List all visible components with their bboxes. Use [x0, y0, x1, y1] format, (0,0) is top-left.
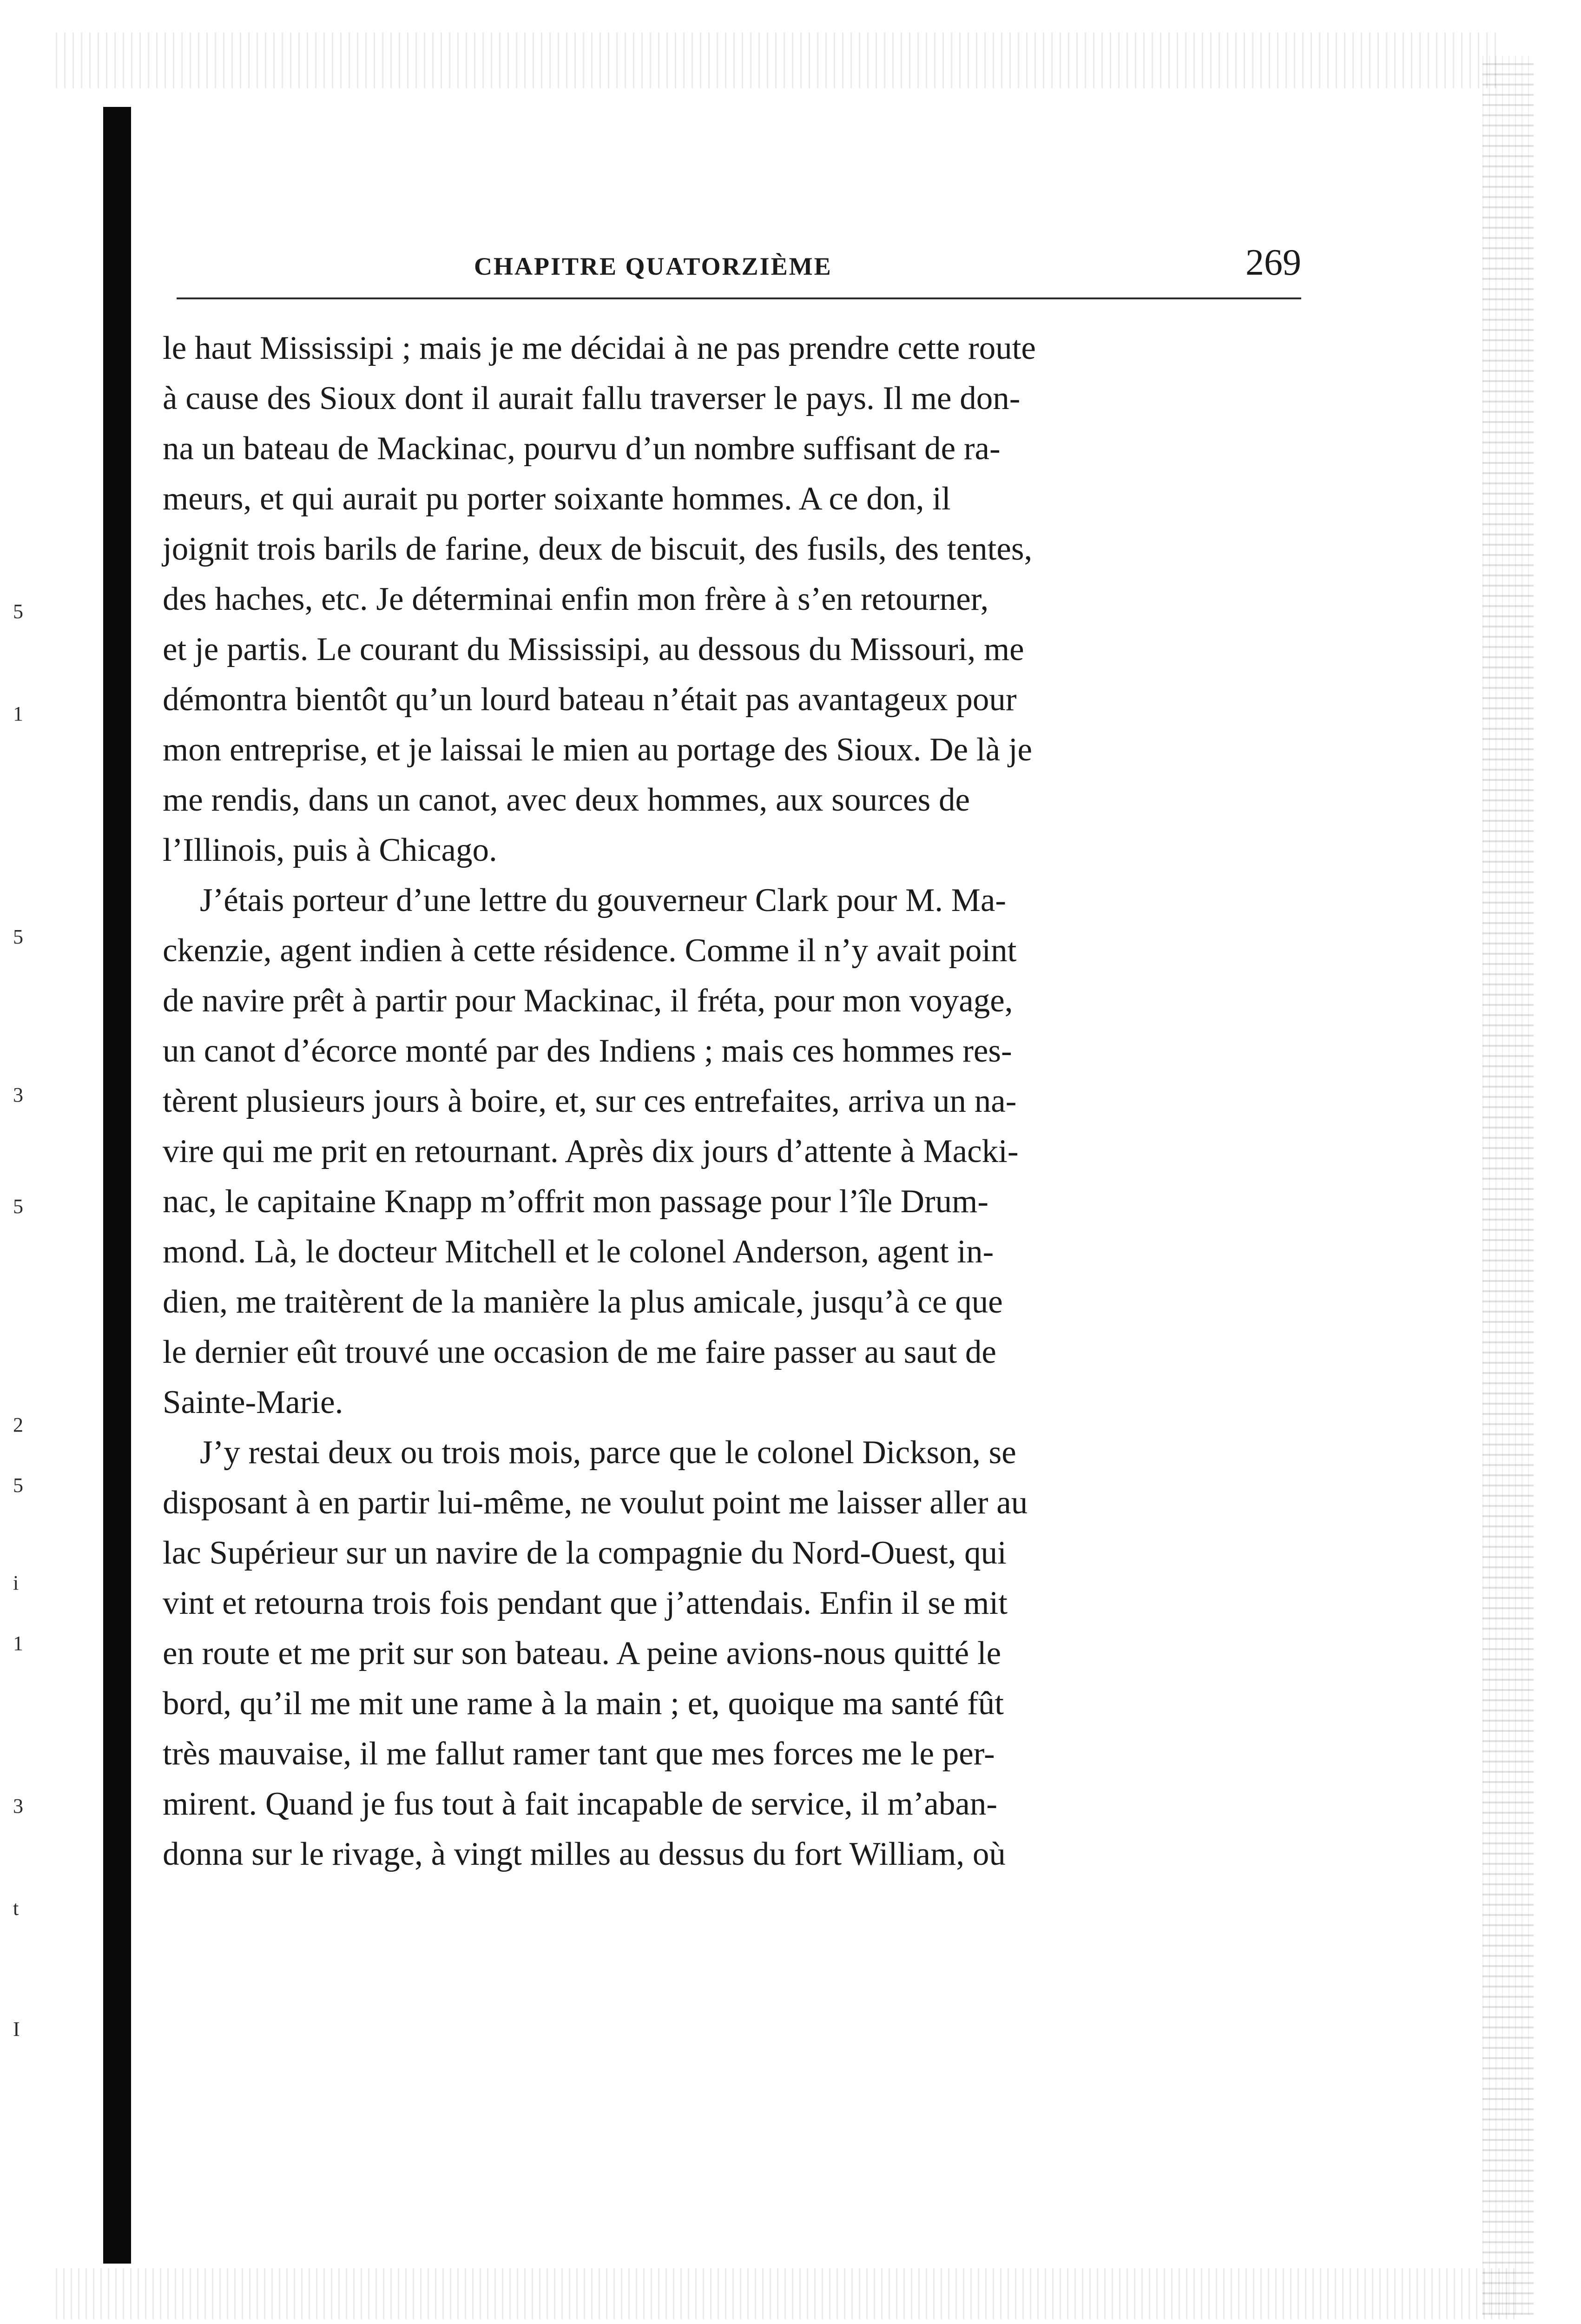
text-line: l’Illinois, puis à Chicago.: [163, 832, 497, 868]
margin-mark: I: [13, 2018, 20, 2040]
text-line: bord, qu’il me mit une rame à la main ; et, quoique ma santé fût: [163, 1685, 1004, 1722]
text-line: joignit trois barils de farine, deux de biscuit, des fusils, des tentes,: [163, 531, 1033, 567]
margin-mark: 3: [13, 1083, 23, 1106]
margin-mark: i: [13, 1571, 19, 1594]
text-line: lac Supérieur sur un navire de la compagnie du Nord-Ouest, qui: [163, 1535, 1007, 1571]
text-line: nac, le capitaine Knapp m’offrit mon passage pour l’île Drum-: [163, 1183, 989, 1220]
margin-mark: 1: [13, 702, 23, 725]
margin-mark: 5: [13, 600, 23, 623]
scan-noise-right-edge: [1482, 56, 1534, 2315]
text-line: des haches, etc. Je déterminai enfin mon frère à s’en retourner,: [163, 581, 989, 617]
text-line: disposant à en partir lui-même, ne voulut point me laisser aller au: [163, 1485, 1028, 1521]
text-line: Sainte-Marie.: [163, 1384, 343, 1420]
text-line: dien, me traitèrent de la manière la plus amicale, jusqu’à ce que: [163, 1284, 1003, 1320]
paragraph-start-line: J’y restai deux ou trois mois, parce que le colonel Dickson, se: [200, 1434, 1016, 1471]
margin-mark: 5: [13, 925, 23, 948]
header-rule: [177, 297, 1301, 299]
text-line: et je partis. Le courant du Mississipi, au dessous du Missouri, me: [163, 631, 1024, 667]
text-line: vint et retourna trois fois pendant que j’attendais. Enfin il se mit: [163, 1585, 1008, 1621]
page-header: [177, 242, 1301, 284]
text-line: très mauvaise, il me fallut ramer tant que mes forces me le per-: [163, 1736, 995, 1772]
running-title: CHAPITRE QUATORZIÈME: [474, 252, 832, 280]
text-line: à cause des Sioux dont il aurait fallu traverser le pays. Il me don-: [163, 380, 1021, 416]
text-line: ckenzie, agent indien à cette résidence. Comme il n’y avait point: [163, 932, 1017, 969]
text-line: meurs, et qui aurait pu porter soixante hommes. A ce don, il: [163, 481, 951, 517]
text-line: en route et me prit sur son bateau. A peine avions-nous quitté le: [163, 1635, 1001, 1671]
text-line: tèrent plusieurs jours à boire, et, sur ces entrefaites, arriva un na-: [163, 1083, 1017, 1119]
margin-mark: 5: [13, 1195, 23, 1218]
margin-mark: t: [13, 1897, 19, 1920]
text-line: na un bateau de Mackinac, pourvu d’un nombre suffisant de ra-: [163, 430, 1001, 467]
body-text: [163, 323, 1311, 2229]
text-line: me rendis, dans un canot, avec deux hommes, aux sources de: [163, 782, 970, 818]
book-spine-shadow: [103, 107, 131, 2264]
text-line: le haut Mississipi ; mais je me décidai à ne pas prendre cette route: [163, 330, 1036, 366]
scan-noise-top: [56, 33, 1496, 88]
facing-page-margin: [0, 0, 46, 2324]
text-line: mirent. Quand je fus tout à fait incapable de service, il m’aban-: [163, 1786, 998, 1822]
text-line: démontra bientôt qu’un lourd bateau n’était pas avantageux pour: [163, 681, 1017, 718]
paragraph-start-line: J’étais porteur d’une lettre du gouverneur Clark pour M. Ma-: [200, 882, 1007, 918]
text-line: un canot d’écorce monté par des Indiens ; mais ces hommes res-: [163, 1033, 1012, 1069]
text-line: mon entreprise, et je laissai le mien au portage des Sioux. De là je: [163, 732, 1033, 768]
margin-mark: 3: [13, 1795, 23, 1817]
margin-mark: 5: [13, 1474, 23, 1497]
page-number: 269: [1245, 242, 1301, 283]
text-line: donna sur le rivage, à vingt milles au dessus du fort William, où: [163, 1836, 1006, 1872]
margin-mark: 1: [13, 1632, 23, 1655]
margin-mark: 2: [13, 1413, 23, 1436]
text-line: mond. Là, le docteur Mitchell et le colonel Anderson, agent in-: [163, 1234, 994, 1270]
text-line: de navire prêt à partir pour Mackinac, il fréta, pour mon voyage,: [163, 983, 1013, 1019]
text-line: le dernier eût trouvé une occasion de me faire passer au saut de: [163, 1334, 996, 1370]
text-line: vire qui me prit en retournant. Après dix jours d’attente à Macki-: [163, 1133, 1019, 1169]
scan-noise-bottom: [56, 2268, 1520, 2319]
